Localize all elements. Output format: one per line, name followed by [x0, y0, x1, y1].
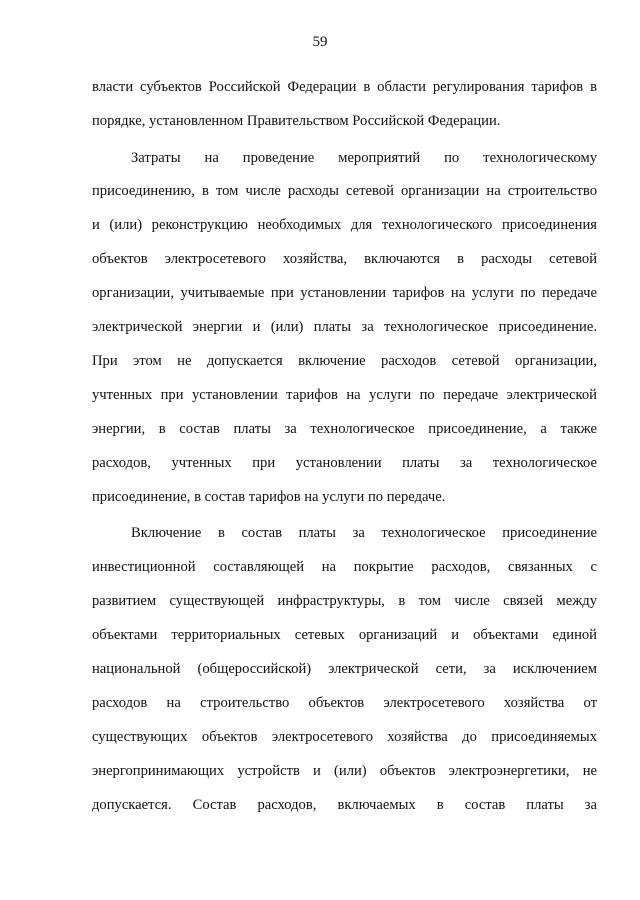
page-number: 59 [312, 34, 328, 50]
text-line: Включение в состав платы за технологическое присоединение [131, 525, 597, 541]
text-line: допускается. Состав расходов, включаемых в состав платы за [92, 797, 597, 813]
text-line: развитием существующей инфраструктуры, в том числе связей между [92, 593, 597, 609]
text-line: присоединению, в том числе расходы сетевой организации на строительство [92, 183, 597, 199]
text-line: Затраты на проведение мероприятий по технологическому [131, 150, 597, 166]
text-line: При этом не допускается включение расходов сетевой организации, [92, 353, 597, 369]
text-line: объектами территориальных сетевых организаций и объектами единой [92, 627, 597, 643]
text-line: энергопринимающих устройств и (или) объектов электроэнергетики, не [92, 763, 597, 779]
text-line: присоединение, в состав тарифов на услуги по передаче. [92, 489, 446, 505]
text-line: учтенных при установлении тарифов на услуги по передаче электрической [92, 387, 597, 403]
text-line: порядке, установленном Правительством Российской Федерации. [92, 113, 501, 129]
text-line: расходов, учтенных при установлении платы за технологическое [92, 455, 597, 471]
text-line: объектов электросетевого хозяйства, включаются в расходы сетевой [92, 251, 597, 267]
text-line: власти субъектов Российской Федерации в области регулирования тарифов в [92, 79, 597, 95]
text-line: энергии, в состав платы за технологическое присоединение, а также [92, 421, 597, 437]
text-line: национальной (общероссийской) электрической сети, за исключением [92, 661, 597, 677]
text-line: расходов на строительство объектов электросетевого хозяйства от [92, 695, 597, 711]
text-line: инвестиционной составляющей на покрытие расходов, связанных с [92, 559, 597, 575]
text-line: электрической энергии и (или) платы за технологическое присоединение. [92, 319, 597, 335]
text-line: и (или) реконструкцию необходимых для технологического присоединения [92, 217, 597, 233]
text-line: организации, учитываемые при установлении тарифов на услуги по передаче [92, 285, 597, 301]
text-line: существующих объектов электросетевого хозяйства до присоединяемых [92, 729, 597, 745]
